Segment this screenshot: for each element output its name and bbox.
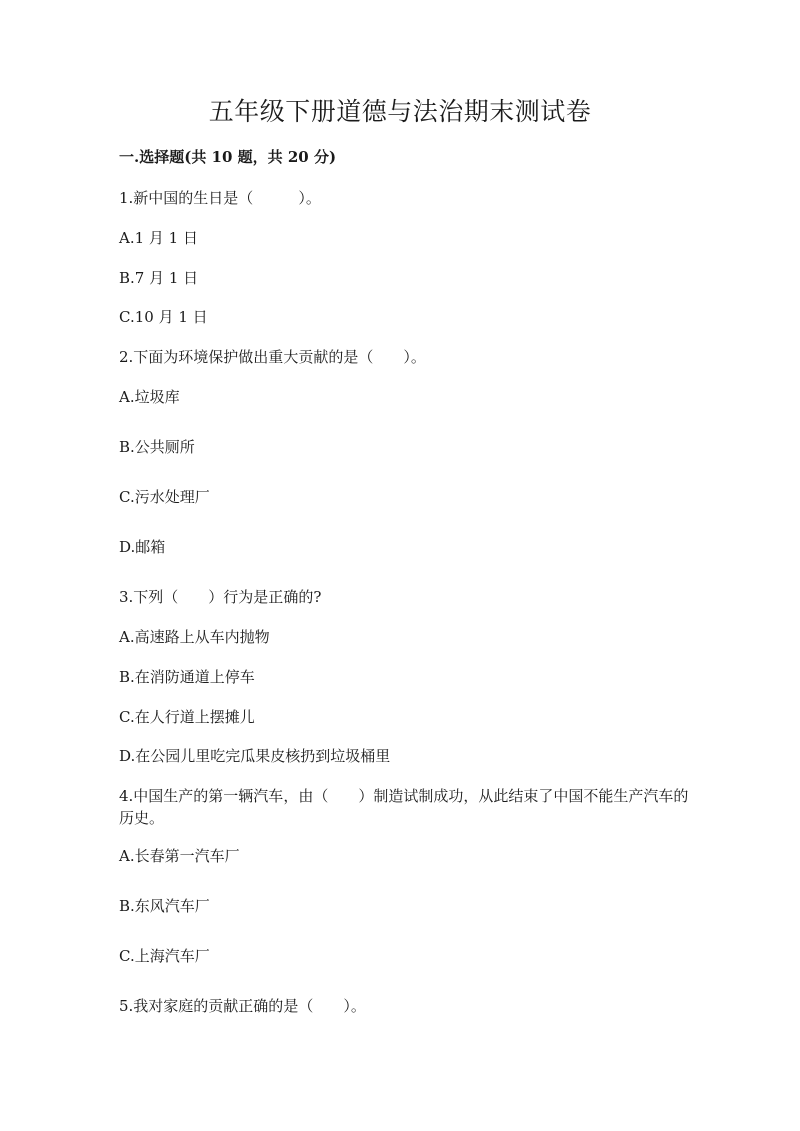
question-2-stem: 2.下面为环境保护做出重大贡献的是（ ）。 — [119, 348, 426, 366]
question-3-stem: 3.下列（ ）行为是正确的? — [119, 588, 322, 606]
question-2-option-b: B.公共厕所 — [119, 438, 195, 456]
question-3-option-a: A.高速路上从车内抛物 — [119, 628, 270, 646]
question-4-stem: 4.中国生产的第一辆汽车，由（ ）制造试制成功，从此结束了中国不能生产汽车的历史。 — [119, 787, 689, 827]
question-1-stem: 1.新中国的生日是（ ）。 — [119, 189, 321, 207]
question-5-stem: 5.我对家庭的贡献正确的是（ ）。 — [119, 997, 366, 1015]
question-4-option-b: B.东风汽车厂 — [119, 897, 210, 915]
question-4-option-c: C.上海汽车厂 — [119, 947, 210, 965]
question-1-option-c: C.10 月 1 日 — [119, 308, 208, 326]
question-2-option-c: C.污水处理厂 — [119, 488, 210, 506]
question-4-option-a: A.长春第一汽车厂 — [119, 847, 240, 865]
question-1-option-b: B.7 月 1 日 — [119, 269, 199, 287]
page-title: 五年级下册道德与法治期末测试卷 — [208, 97, 592, 126]
question-3-option-b: B.在消防通道上停车 — [119, 668, 255, 686]
question-1-option-a: A.1 月 1 日 — [119, 229, 198, 247]
question-2-option-a: A.垃圾库 — [119, 388, 180, 406]
question-2-option-d: D.邮箱 — [119, 538, 166, 556]
section-heading: 一.选择题(共 10 题，共 20 分) — [119, 148, 337, 166]
question-3-option-d: D.在公园儿里吃完瓜果皮核扔到垃圾桶里 — [119, 747, 391, 765]
question-3-option-c: C.在人行道上摆摊儿 — [119, 708, 255, 726]
